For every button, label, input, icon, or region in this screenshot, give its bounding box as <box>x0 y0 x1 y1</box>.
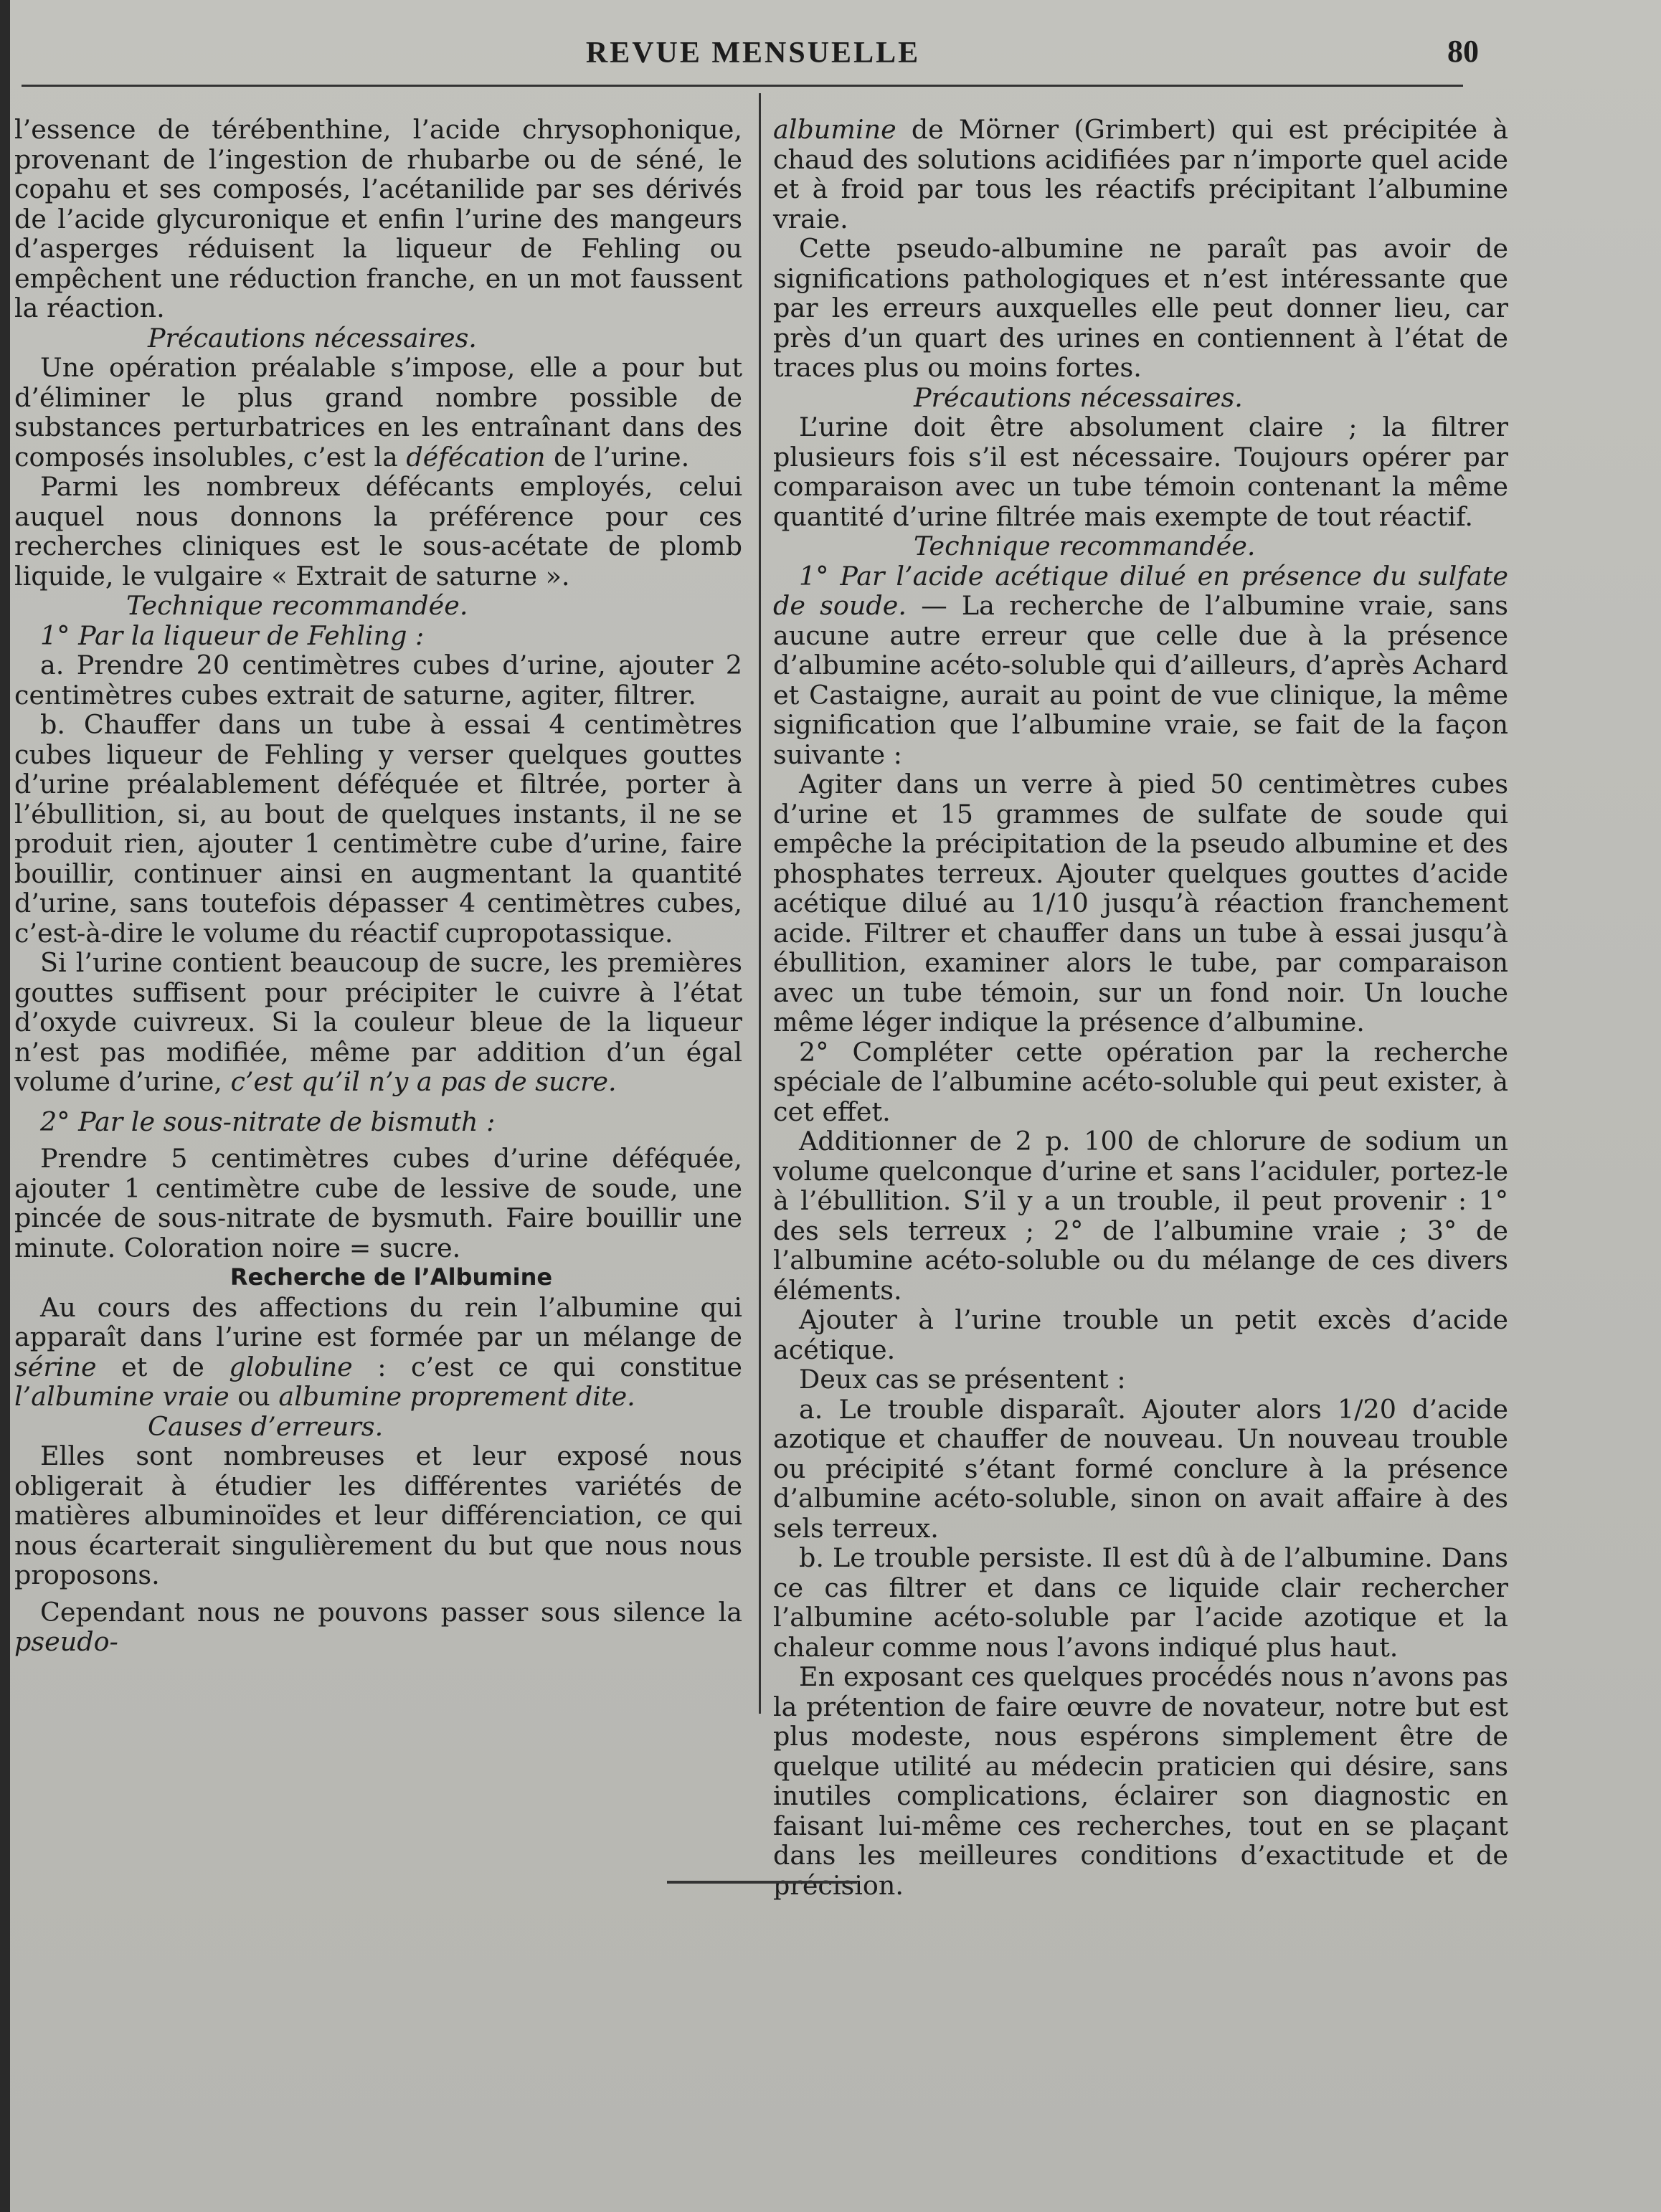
paragraph <box>14 1598 742 1657</box>
paragraph <box>14 1293 742 1412</box>
text-run: de l’urine. <box>545 441 690 473</box>
page-number: 80 <box>1447 34 1479 69</box>
paragraph: L’urine doit être absolument claire ; la filtrer plusieurs fois s’il est nécessaire. Toujours opérer par comparaison avec un tube témoin contenant la même quantité d’urine filtrée mais exempte de tout réactif. <box>773 412 1508 532</box>
text-run: de Mörner (Grimbert) qui est précipitée à chaud des solutions acidifiées par n’importe quel acide et à froid par tous les réactifs précipitant l’albumine vraie. <box>773 114 1508 234</box>
text-run: : c’est ce qui constitue <box>352 1351 742 1382</box>
paragraph: Cette pseudo-albumine ne paraît pas avoir de significations pathologiques et n’est intéressante que par les erreurs auxquelles elle peut donner lieu, car près d’un quart des urines en contiennent à l’état de traces plus ou moins fortes. <box>773 233 1508 383</box>
subheading-precautions: Précautions nécessaires. <box>914 381 1243 413</box>
right-column <box>773 115 1508 1900</box>
emphasis: albumine <box>773 114 896 145</box>
column-divider <box>759 93 761 1714</box>
page-header <box>22 32 1485 82</box>
paragraph: Ajouter à l’urine trouble un petit excès d’acide acétique. <box>773 1304 1508 1365</box>
emphasis: sérine <box>14 1351 97 1382</box>
paragraph: Prendre 5 centimètres cubes d’urine déféquée, ajouter 1 centimètre cube de lessive de soude, une pincée de sous-nitrate de bysmuth. Faire bouillir une minute. Coloration noire = sucre. <box>14 1143 742 1263</box>
paragraph: Parmi les nombreux défécants employés, celui auquel nous donnons la préférence pour ces recherches cliniques est le sous-acétate de plomb liquide, le vulgaire « Extrait de saturne ». <box>14 471 742 592</box>
paragraph: a. Prendre 20 centimètres cubes d’urine, ajouter 2 centimètres cubes extrait de saturne, agiter, filtrer. <box>14 650 742 711</box>
subheading-technique: Technique recommandée. <box>126 590 468 621</box>
emphasis: globuline <box>229 1351 353 1382</box>
paragraph: b. Le trouble persiste. Il est dû à de l’albumine. Dans ce cas filtrer et dans ce liquide clair rechercher l’albumine acéto-soluble par l’acide azotique et la chaleur comme nous l’avons indiqué plus haut. <box>773 1542 1508 1663</box>
subheading-technique: Technique recommandée. <box>914 531 1256 561</box>
emphasis: c’est qu’il n’y a pas de sucre. <box>230 1066 617 1097</box>
paragraph: En exposant ces quelques procédés nous n’avons pas la prétention de faire œuvre de novateur, notre but est plus modeste, nous espérons simplement être de quelque utilité au médecin praticien qui désire, sans inutiles complications, éclairer son diagnostic en faisant lui-même ces recherches, tout en se plaçant dans les meilleures conditions d’exactitude et de précision. <box>773 1661 1508 1901</box>
paragraph <box>773 561 1508 770</box>
emphasis: 1° Par l’acide acétique dilué en présence du sulfate de soude. <box>773 560 1508 621</box>
paragraph: 2° Compléter cette opération par la recherche spéciale de l’albumine acéto-soluble qui peut exister, à cet effet. <box>773 1036 1508 1127</box>
end-rule <box>667 1881 857 1884</box>
paragraph: Agiter dans un verre à pied 50 centimètres cubes d’urine et 15 grammes de sulfate de soude qui empêche la précipitation de la pseudo albumine et des phosphates terreux. Ajouter quelques gouttes d’acide acétique dilué au 1/10 jusqu’à réaction franchement acide. Filtrer et chauffer dans un tube à essai jusqu’à ébullition, examiner alors le tube, par comparaison avec un tube témoin, sur un fond noir. Un louche même léger indique la présence d’albumine. <box>773 769 1508 1038</box>
left-column <box>14 115 742 1657</box>
text-run: Une opération préalable s’impose, elle a pour but d’éliminer le plus grand nombre possible de substances perturbatrices en les entraînant dans des composés insolubles, c’est la <box>14 352 742 473</box>
text-run: Cependant nous ne pouvons passer sous silence la <box>40 1596 742 1628</box>
paragraph: Elles sont nombreuses et leur exposé nous obligerait à étudier les différentes variétés de matières albuminoïdes et leur différenciation, ce qui nous écarterait singulièrement du but que nous nous proposons. <box>14 1440 742 1590</box>
emphasis: albumine proprement dite. <box>278 1381 635 1412</box>
paragraph: b. Chauffer dans un tube à essai 4 centimètres cubes liqueur de Fehling y verser quelques gouttes d’urine préalablement déféquée et filtrée, porter à l’ébullition, si, au bout de quelques instants, il ne se produit rien, ajouter 1 centimètre cube d’urine, faire bouillir, continuer ainsi en augmentant la quantité d’urine, sans toutefois dépasser 4 centimètres cubes, c’est-à-dire le volume du réactif cupropotassique. <box>14 709 742 949</box>
text-run: ou <box>229 1381 279 1412</box>
text-run: Si l’urine contient beaucoup de sucre, les premières gouttes suffisent pour précipiter le cuivre à l’état d’oxyde cuivreux. Si la couleur bleue de la liqueur n’est pas modifiée, même par addition d’un égal volume d’urine, <box>14 947 742 1097</box>
emphasis: défécation <box>406 441 546 473</box>
subheading-causes: Causes d’erreurs. <box>148 1410 384 1442</box>
header-rule <box>22 85 1463 87</box>
paragraph <box>14 353 742 472</box>
emphasis: pseudo- <box>14 1626 118 1657</box>
item-title-fehling: 1° Par la liqueur de Fehling : <box>40 620 425 651</box>
paragraph: Additionner de 2 p. 100 de chlorure de sodium un volume quelconque d’urine et sans l’aciduler, portez-le à l’ébullition. S’il y a un trouble, il peut provenir : 1° des sels terreux ; 2° de l’albumine vraie ; 3° de l’albumine acéto-soluble ou du mélange de ces divers éléments. <box>773 1126 1508 1306</box>
binding-shadow <box>0 0 10 2212</box>
emphasis: l’albumine vraie <box>14 1381 229 1412</box>
item-title-bismuth: 2° Par le sous-nitrate de bismuth : <box>40 1106 496 1137</box>
subheading-precautions: Précautions nécessaires. <box>148 322 477 353</box>
paragraph <box>14 948 742 1097</box>
paragraph: a. Le trouble disparaît. Ajouter alors 1/20 d’acide azotique et chauffer de nouveau. Un nouveau trouble ou précipité s’étant formé conclure à la présence d’albumine acéto-soluble, sinon on avait affaire à des sels terreux. <box>773 1393 1508 1544</box>
paragraph <box>773 115 1508 234</box>
section-title-albumine: Recherche de l’Albumine <box>229 1263 553 1291</box>
running-title: REVUE MENSUELLE <box>585 37 921 70</box>
paragraph: Deux cas se présentent : <box>799 1364 1126 1395</box>
paragraph: l’essence de térébenthine, l’acide chrysophonique, provenant de l’ingestion de rhubarbe ou de séné, le copahu et ses composés, l’acétanilide par ses dérivés de l’acide glycuronique et enfin l’urine des mangeurs d’asperges réduisent la liqueur de Fehling ou empêchent une réduction franche, en un mot faussent la réaction. <box>14 114 742 323</box>
text-run: et de <box>96 1351 229 1382</box>
text-run: — La recherche de l’albumine vraie, sans aucune autre erreur que celle due à la présence d’albumine acéto-soluble qui d’ailleurs, d’après Achard et Castaigne, aurait au point de vue clinique, la même signification que l’albumine vraie, se fait de la façon suivante : <box>773 590 1508 770</box>
text-run: Au cours des affections du rein l’albumine qui apparaît dans l’urine est formée par un mélange de <box>14 1291 742 1352</box>
